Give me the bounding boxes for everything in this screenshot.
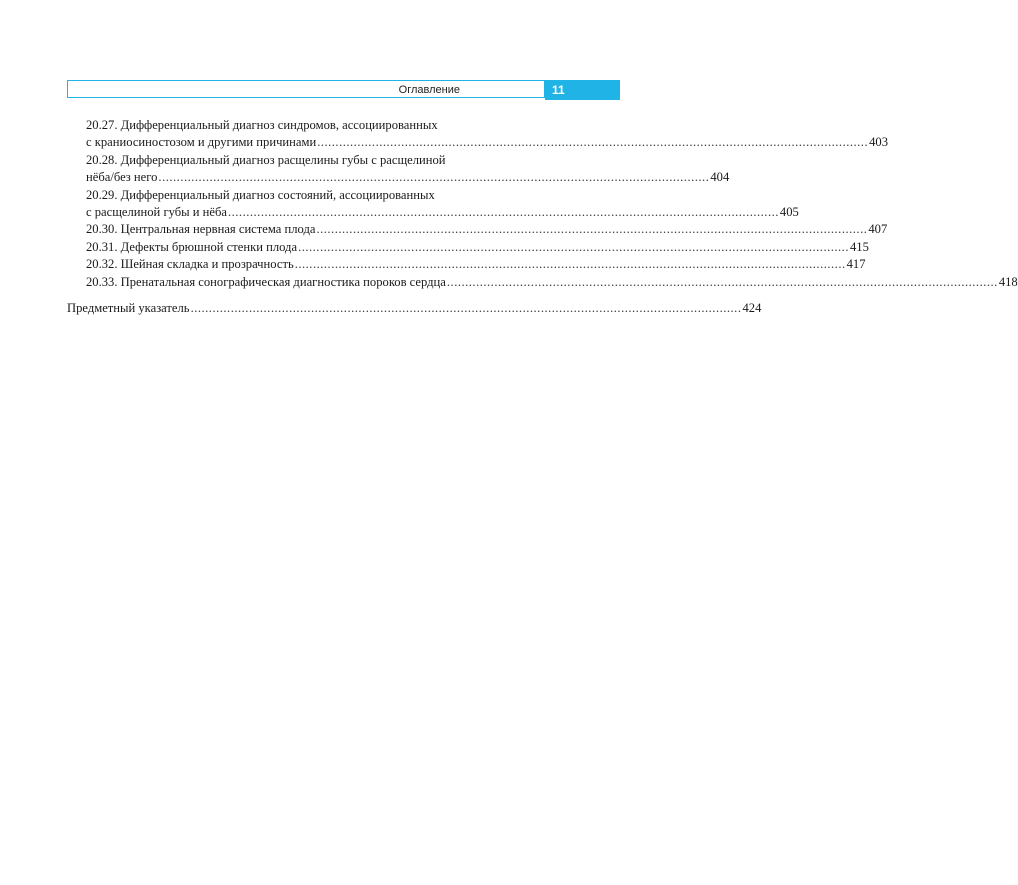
toc-entry-title-cont: с краниосиностозом и другими причинами xyxy=(86,135,317,150)
dot-leader: ....................................................................................................................................................... xyxy=(446,274,998,289)
header-title: Оглавление xyxy=(398,84,460,96)
toc-entry-20-32[interactable] xyxy=(86,256,866,273)
toc-entry-20-28[interactable] xyxy=(86,152,730,187)
toc-entry-20-33[interactable] xyxy=(86,274,1018,291)
dot-leader: ....................................................................................................................................................... xyxy=(298,239,849,254)
table-of-contents xyxy=(0,117,1018,317)
toc-entry-title: 20.28. Дифференциальный диагноз расщелины губы с расщелиной xyxy=(86,152,446,167)
toc-entry-title: 20.31. Дефекты брюшной стенки плода xyxy=(86,239,298,254)
toc-entry-title-cont: с расщелиной губы и нёба xyxy=(86,205,227,220)
toc-page-number: 417 xyxy=(846,257,866,272)
page-number-tab xyxy=(545,80,620,100)
toc-entry-title: 20.32. Шейная складка и прозрачность xyxy=(86,257,294,272)
dot-leader: ....................................................................................................................................................... xyxy=(294,257,846,272)
dot-leader: ....................................................................................................................................................... xyxy=(190,301,742,316)
page-number: 11 xyxy=(552,83,565,97)
header-frame xyxy=(67,80,545,98)
toc-entry-title: 20.27. Дифференциальный диагноз синдромов, ассоциированных xyxy=(86,118,438,132)
toc-entry-20-27[interactable] xyxy=(86,117,888,152)
dot-leader: ....................................................................................................................................................... xyxy=(317,135,869,150)
toc-page-number: 405 xyxy=(779,205,799,220)
dot-leader: ....................................................................................................................................................... xyxy=(158,170,710,185)
toc-page-number: 415 xyxy=(849,239,869,254)
dot-leader: ....................................................................................................................................................... xyxy=(227,205,779,220)
dot-leader: ....................................................................................................................................................... xyxy=(316,222,868,237)
toc-entry-title-cont: нёба/без него xyxy=(86,170,158,185)
toc-entry-20-30[interactable] xyxy=(86,221,888,238)
toc-page-number: 404 xyxy=(710,170,730,185)
toc-entry-title: 20.29. Дифференциальный диагноз состояний, ассоциированных xyxy=(86,187,435,202)
toc-entry-20-31[interactable] xyxy=(86,239,869,256)
running-header xyxy=(67,80,620,100)
toc-page-number: 407 xyxy=(868,222,888,237)
toc-entry-title: 20.33. Пренатальная сонографическая диагностика пороков сердца xyxy=(86,274,446,289)
toc-entry-title: 20.30. Центральная нервная система плода xyxy=(86,222,316,237)
toc-page-number: 418 xyxy=(998,274,1018,289)
toc-page-number: 424 xyxy=(742,301,762,316)
toc-entry-title: Предметный указатель xyxy=(67,301,190,316)
toc-entry-index[interactable] xyxy=(67,300,762,317)
toc-page-number: 403 xyxy=(869,135,888,150)
toc-entry-20-29[interactable] xyxy=(86,187,799,222)
